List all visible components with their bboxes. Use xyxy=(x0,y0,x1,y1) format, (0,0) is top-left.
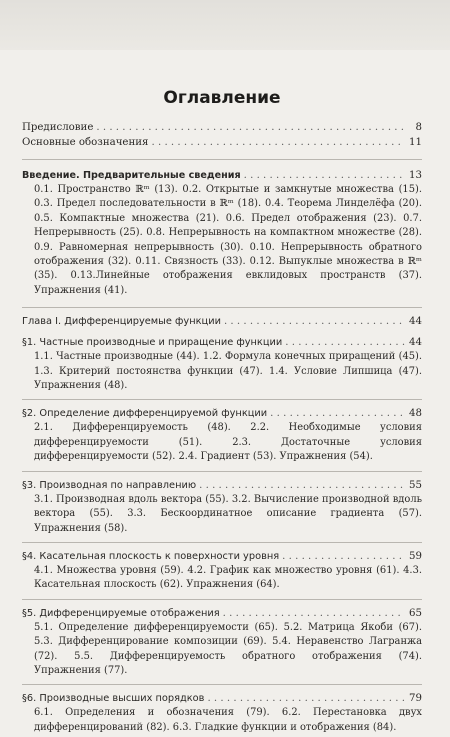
table-of-contents xyxy=(22,88,422,735)
toc-subentries-section-3: 3.1. Производная вдоль вектора (55). 3.2. Вычисление производной вдоль вектора (55). 3.3. Бескоординатное описание градиента (57). Упражнения (58). xyxy=(34,493,422,534)
toc-subentries-section-2: 2.1. Дифференцируемость (48). 2.2. Необходимые условия дифференцируемости (51). 2.3. Достаточные условия дифференцируемости (52). 2.4. Градиент (53). Упражнения (54). xyxy=(34,422,422,463)
toc-entry-section-2 xyxy=(22,406,422,421)
toc-entry-label: Основные обозначения xyxy=(22,137,149,148)
toc-subentries-intro: 0.1. Пространство ℝᵐ (13). 0.2. Открытые и замкнутые множества (15). 0.3. Предел последовательности в ℝᵐ (18). 0.4. Теорема Линделёфа (20). 0.5. Компактные множества (21). 0.6. Предел отображения (23). 0.7. Непрерывность (25). 0.8. Непрерывность на компактном множестве (28). 0.9. Равномерная непрерывность (30). 0.10. Непрерывность обратного отображения (32). 0.11. Связность (33). 0.12. Выпуклые множества в ℝᵐ (35). 0.13.Линейные отображения евклидовых пространств (37). Упражнения (41). xyxy=(34,184,422,296)
toc-entry-intro xyxy=(22,168,422,183)
toc-entry-page: 55 xyxy=(409,479,422,491)
toc-subentries-section-6: 6.1. Определения и обозначения (79). 6.2. Перестановка двух дифференцирований (82). 6.3. Гладкие функции и отображения (84). xyxy=(34,707,422,733)
toc-entry-label: §2. Определение дифференцируемой функции xyxy=(22,408,268,420)
leader-dots xyxy=(244,168,405,183)
leader-dots xyxy=(270,406,405,421)
toc-entry-section-3 xyxy=(22,478,422,493)
leader-dots xyxy=(224,314,405,329)
toc-entry-section-4 xyxy=(22,549,422,564)
toc-subentries-section-4: 4.1. Множества уровня (59). 4.2. График как множество уровня (61). 4.3. Касательная плоскость (62). Упражнения (64). xyxy=(34,564,422,591)
leader-dots xyxy=(285,335,405,350)
leader-dots xyxy=(151,135,405,150)
leader-dots xyxy=(223,606,405,621)
toc-entry-label: Глава I. Дифференцируемые функции xyxy=(22,316,221,328)
leader-dots xyxy=(199,478,405,493)
leader-dots xyxy=(96,120,405,135)
toc-entry-label: Введение. Предварительные сведения xyxy=(22,170,241,181)
toc-entry-page: 44 xyxy=(409,316,422,328)
leader-dots xyxy=(207,691,405,706)
toc-entry-label: §4. Касательная плоскость к поверхности уровня xyxy=(22,550,280,562)
toc-entry-preface xyxy=(22,120,422,135)
toc-entry-label: Предисловие xyxy=(22,122,94,133)
toc-entry-section-5 xyxy=(22,606,422,621)
toc-entry-page: 65 xyxy=(409,607,422,619)
leader-dots xyxy=(282,549,405,564)
toc-entry-label: §6. Производные высших порядков xyxy=(22,693,205,705)
toc-entry-label: §3. Производная по направлению xyxy=(22,479,197,491)
toc-entry-label: §1. Частные производные и приращение функции xyxy=(22,337,283,349)
toc-entry-page: 13 xyxy=(409,170,422,181)
toc-entry-page: 8 xyxy=(415,122,422,133)
toc-entry-page: 59 xyxy=(409,550,422,562)
toc-entry-notation xyxy=(22,135,422,150)
toc-entry-page: 44 xyxy=(409,337,422,349)
toc-subentries-section-5: 5.1. Определение дифференцируемости (65). 5.2. Матрица Якоби (67). 5.3. Дифференцирование композиции (69). 5.4. Неравенство Лагранжа (72). 5.5. Дифференцируемость обратного отображения (74). Упражнения (77). xyxy=(34,621,422,676)
toc-entry-page: 48 xyxy=(409,408,422,420)
page-title: Оглавление xyxy=(163,88,281,108)
toc-entry-section-6 xyxy=(22,691,422,706)
toc-entry-page: 79 xyxy=(409,693,422,705)
toc-entry-section-1 xyxy=(22,335,422,350)
toc-entry-chapter1 xyxy=(22,314,422,329)
previous-page-bleed xyxy=(0,0,450,50)
toc-subentries-section-1: 1.1. Частные производные (44). 1.2. Формула конечных приращений (45). 1.3. Критерий постоянства функции (47). 1.4. Условие Липшица (47). Упражнения (48). xyxy=(34,351,422,392)
toc-entry-label: §5. Дифференцируемые отображения xyxy=(22,607,220,619)
toc-entry-page: 11 xyxy=(409,137,422,148)
